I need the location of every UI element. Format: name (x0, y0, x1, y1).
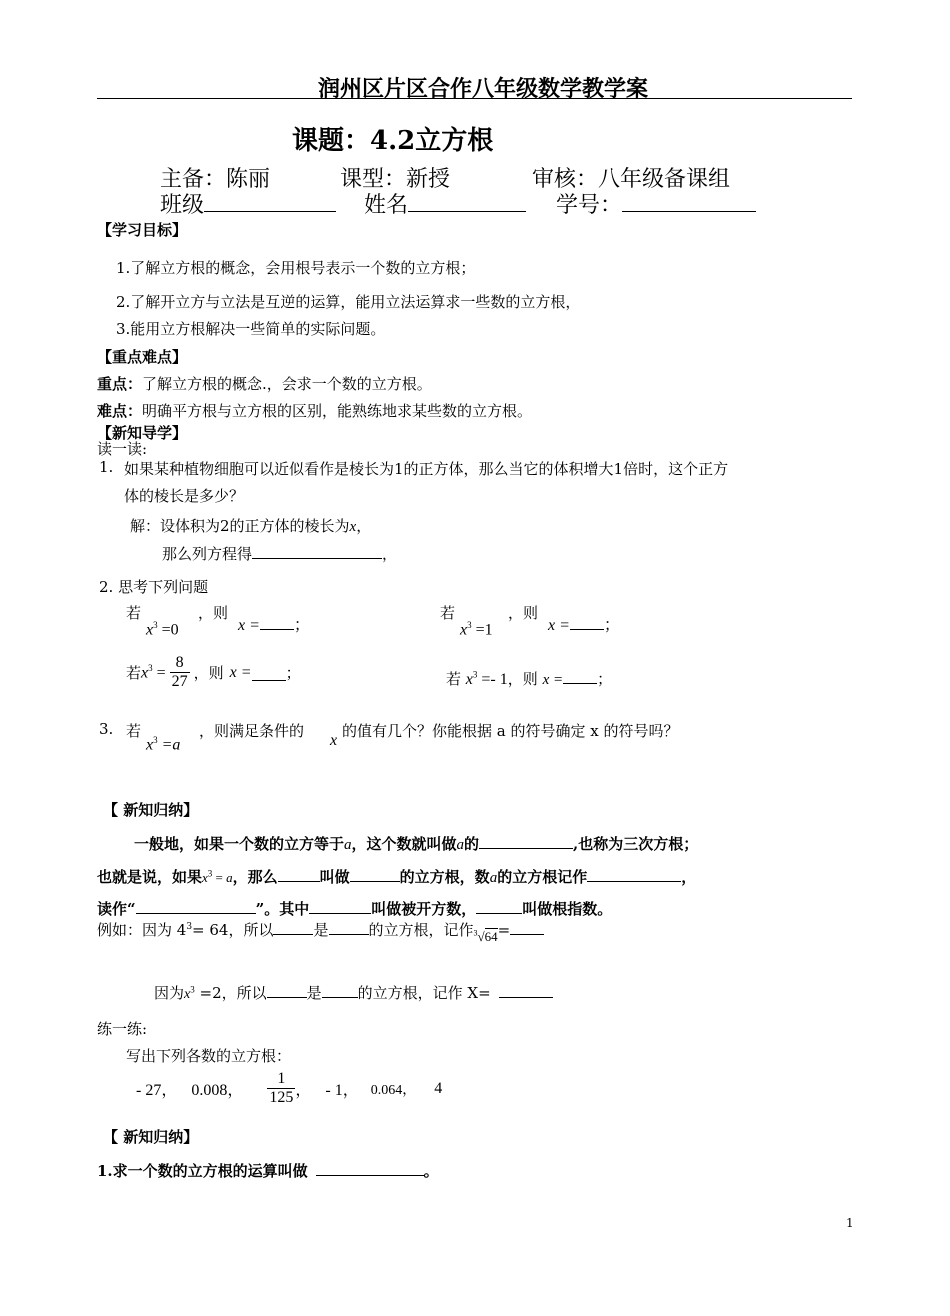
q2-b-rhs: =1 (471, 621, 493, 639)
s1-l2-eq: $x^3 = a$ (202, 868, 233, 885)
s1-l1-a: 一般地，如果一个数的立方等于 (134, 835, 345, 853)
solution-text: 解：设体积为2的正方体的棱长为 (130, 517, 350, 535)
s1-blank-7[interactable] (476, 898, 522, 914)
key-label: 重点： (97, 375, 143, 393)
ex2-d: 的立方根，记作 X= (357, 984, 491, 1002)
q2-d-x-eq: x = (542, 672, 564, 688)
name-label: 姓名 (364, 193, 409, 218)
q2-d-line (446, 668, 612, 689)
q2-a-answer (238, 612, 310, 635)
page-header-title: 润州区片区合作八年级数学教学案 (318, 76, 649, 102)
s1-blank-6[interactable] (309, 898, 371, 914)
q2-c-fraction (170, 654, 190, 691)
practice-numbers (136, 1070, 442, 1107)
q2-c-semi: ； (285, 664, 301, 682)
q2-b-ze-text: ，则 (508, 604, 539, 622)
q3-equation: $x^3 =a$ (146, 735, 181, 754)
header-rule (97, 98, 852, 99)
q1-number: 1. (99, 458, 114, 476)
name-field (364, 188, 526, 219)
name-blank[interactable] (408, 189, 526, 212)
practice-n6: 4 (434, 1079, 443, 1097)
page-number: 1 (846, 1216, 854, 1230)
q2-d-rhs: =- 1 (477, 671, 508, 688)
s1-l2-e: 的立方根记作 (497, 868, 588, 886)
goal-item-3: 3.能用立方根解决一些简单的实际问题。 (116, 320, 386, 338)
number-blank[interactable] (622, 189, 756, 212)
q2-b-semi: ； (603, 615, 620, 634)
number-label: 学号： (556, 193, 623, 218)
s1-l2-b: ，那么 (232, 868, 278, 886)
q2-a-ruo: 若 (126, 604, 142, 622)
q2-b-equation: $x^3 =1$ (460, 620, 493, 639)
s1-l2-a-var: a (226, 870, 233, 885)
q3-text-a: ，则满足条件的 (199, 722, 305, 740)
q2-c-ze: ，则 (193, 664, 224, 682)
q2-b-blank[interactable] (570, 613, 604, 630)
q3-number: 3. (99, 720, 114, 738)
q2-c-line (126, 654, 301, 691)
hard-point-line (97, 400, 532, 421)
lesson-type: 课型：新授 (340, 167, 451, 192)
q3-text-b: 的值有几个？你能根据 a 的符号确定 x 的符号吗？ (342, 722, 679, 740)
s1-blank-5[interactable] (136, 898, 256, 914)
ex1-c: 是 (313, 921, 329, 939)
q2-c-x-eq: x = (229, 663, 252, 681)
goal-item-1: 1.了解立方根的概念，会用根号表示一个数的立方根； (116, 259, 476, 277)
s1-blank-2[interactable] (278, 866, 320, 882)
key-point-line (97, 373, 432, 394)
s2-l1-text: 1.求一个数的立方根的运算叫做 (97, 1162, 308, 1180)
practice-fraction (267, 1070, 295, 1107)
s1-l2-x: x (202, 870, 208, 885)
q2-c-lhs: $x^3$ = (141, 662, 166, 682)
goals-heading: 【学习目标】 (97, 221, 188, 239)
summary2-heading: 【 新知归纳】 (103, 1128, 199, 1146)
q2-a-x: x (146, 621, 154, 639)
s1-blank-1[interactable] (479, 833, 573, 849)
ex1-a: 例如：因为 4 (97, 921, 187, 939)
ex1-sup: 3 (186, 922, 193, 932)
ex2-b: =2，所以 (194, 984, 267, 1002)
practice-n5: 0.064， (370, 1082, 417, 1098)
s1-l1-c: 的 (464, 835, 480, 853)
s1-l2-c: 叫做 (319, 868, 350, 886)
practice-n2: 0.008， (191, 1082, 244, 1099)
solution-line1 (130, 515, 371, 536)
q2-a-ze (198, 602, 228, 623)
q3-x: x (146, 736, 154, 754)
summary1-line1 (134, 833, 698, 854)
ex2-blank-1[interactable] (267, 982, 307, 998)
ex1-blank-3[interactable] (510, 919, 544, 935)
q2-c-ruo: 若 (126, 664, 142, 682)
q2-c-blank[interactable] (252, 665, 286, 681)
q1-line1: 如果某种植物细胞可以近似看作是棱长为1的正方体，那么当它的体积增大1倍时，这个正方 (124, 460, 729, 478)
q2-b-x: x (460, 621, 468, 639)
ex2-x3: $x^3$ (184, 984, 195, 1002)
lesson-title: 课题：4.2立方根 (292, 126, 494, 156)
s1-l2-f: ， (681, 868, 697, 886)
ex1-eq: = (497, 921, 511, 939)
q2-c-frac-num: 8 (170, 654, 190, 673)
summary1-line3 (97, 898, 612, 919)
ex2-a: 因为 (154, 984, 185, 1002)
key-text: 了解立方根的概念.，会求一个数的立方根。 (142, 375, 432, 393)
q2-b-x-eq: x = (548, 617, 570, 634)
example-line2 (154, 982, 553, 1003)
practice-instruction: 写出下列各数的立方根： (126, 1047, 292, 1065)
s2-end: 。 (423, 1162, 439, 1180)
q2-a-rhs: =0 (157, 621, 179, 639)
ex1-b: = 64，所以 (192, 921, 274, 939)
q2-d-ze: ，则 (507, 670, 538, 688)
q2-c-frac-den: 27 (171, 673, 188, 690)
ex1-radical: $^3$√64 (473, 928, 498, 944)
q2-c-x: x (141, 664, 149, 682)
number-field (556, 188, 756, 219)
practice-frac-den: 125 (269, 1089, 294, 1106)
class-blank[interactable] (204, 189, 336, 212)
q2-d-semi: ； (597, 670, 613, 688)
q2-d-ruo: 若 (446, 670, 462, 688)
lesson-review: 审核：八年级备课组 (532, 167, 731, 192)
practice-heading: 练一练: (97, 1020, 148, 1038)
solution-line2 (162, 543, 397, 564)
q2-d-blank[interactable] (563, 668, 597, 684)
s1-l3-a: 读作“ (97, 900, 136, 918)
practice-n3: ， (295, 1082, 312, 1099)
q2-b-ze (508, 602, 538, 623)
q3-rhs: =a (157, 736, 181, 754)
s1-l2-a: 也就是说，如果 (97, 868, 203, 886)
q2-title: 2. 思考下列问题 (99, 578, 209, 596)
q2-a-equation: $x^3 =0$ (146, 620, 179, 639)
equation-prompt: 那么列方程得 (162, 545, 253, 563)
practice-frac-num: 1 (267, 1070, 295, 1089)
ex1-radical-index: 3 (473, 928, 478, 938)
q3-ruo: 若 (126, 722, 142, 740)
s2-blank[interactable] (316, 1160, 424, 1176)
ex1-blank-1[interactable] (273, 919, 313, 935)
summary1-line2 (97, 866, 696, 887)
s1-l3-b: ”。其中 (255, 900, 310, 918)
hard-label: 难点： (97, 402, 143, 420)
class-label: 班级 (160, 193, 205, 218)
q2-b-ruo: 若 (440, 604, 456, 622)
practice-n4: - 1， (325, 1082, 359, 1099)
q2-b-answer (548, 612, 620, 635)
summary1-heading: 【 新知归纳】 (103, 801, 199, 819)
keypoints-heading: 【重点难点】 (97, 348, 188, 366)
q2-a-ze-text: ，则 (198, 604, 229, 622)
q2-d-x: x (465, 671, 473, 688)
ex2-blank-3[interactable] (499, 982, 553, 998)
summary2-line1 (97, 1160, 439, 1181)
var-x: x (349, 519, 357, 535)
s1-l1-d: ,也称为三次方根； (573, 835, 699, 853)
s1-l3-c: 叫做被开方数， (371, 900, 477, 918)
s1-var-a-1: a (344, 837, 352, 853)
s1-var-a-3: a (489, 870, 498, 886)
hard-text: 明确平方根与立方根的区别，能熟练地求某些数的立方根。 (142, 402, 533, 420)
s1-l2-d: 的立方根，数 (399, 868, 490, 886)
ex1-radicand: 64 (484, 929, 498, 944)
guide-heading: 【新知导学】 (97, 424, 188, 442)
ex1-d: 的立方根，记作 (368, 921, 474, 939)
s1-var-a-2: a (456, 837, 465, 853)
s1-l3-d: 叫做根指数。 (522, 900, 613, 918)
solution-comma: ， (356, 517, 372, 535)
s1-l1-b: ，这个数就叫做 (351, 835, 457, 853)
q2-a-blank[interactable] (260, 613, 294, 630)
equation-blank[interactable] (252, 543, 382, 559)
practice-n1: - 27， (136, 1082, 178, 1099)
ex2-c: 是 (306, 984, 322, 1002)
q3-var-x: x (330, 732, 338, 749)
ex2-blank-2[interactable] (322, 982, 358, 998)
q2-a-semi: ； (293, 615, 310, 634)
class-field (160, 188, 336, 219)
lesson-prep: 主备：陈丽 (160, 167, 271, 192)
example-line1 (97, 919, 544, 944)
q1-line2: 体的棱长是多少？ (124, 487, 245, 505)
q2-a-x-eq: x = (238, 617, 260, 634)
ex1-blank-2[interactable] (329, 919, 369, 935)
s1-blank-4[interactable] (587, 866, 681, 882)
s1-blank-3[interactable] (350, 866, 400, 882)
equation-end: ， (382, 545, 398, 563)
q2-d-lhs: $x^3 =- 1$ (465, 669, 508, 688)
goal-item-2: 2.了解开立方与立法是互逆的运算，能用立法运算求一些数的立方根， (116, 293, 581, 311)
read-label: 读一读: (97, 440, 148, 458)
ex2-x: x (184, 987, 191, 1002)
